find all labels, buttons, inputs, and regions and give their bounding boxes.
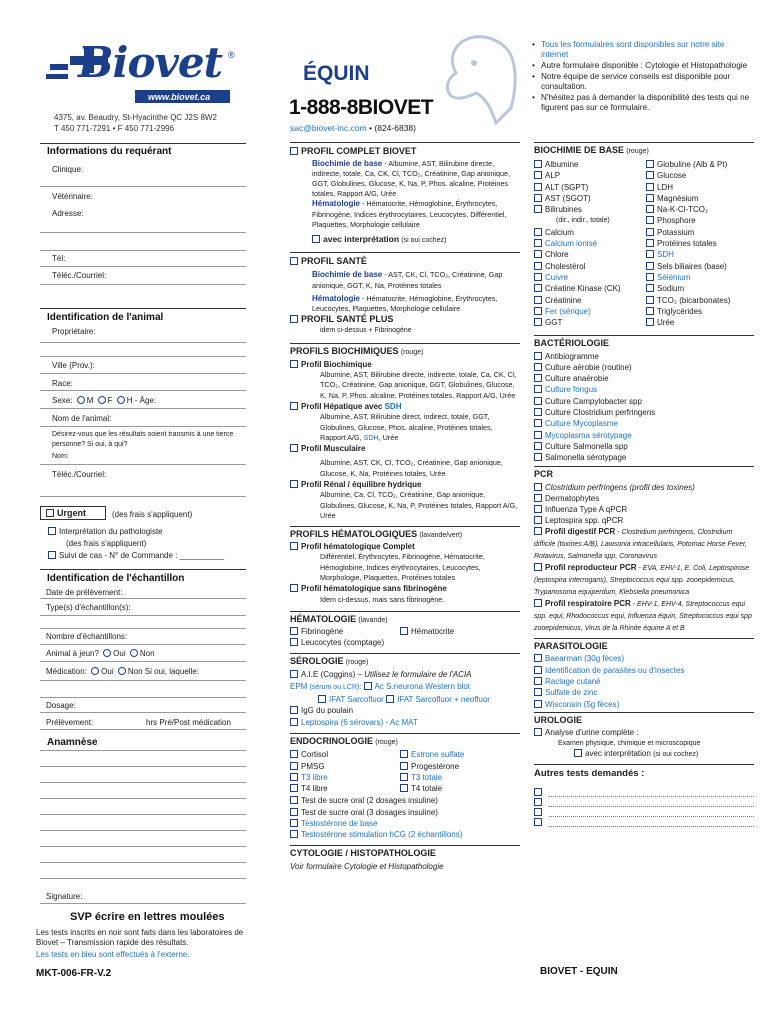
urgent-checkbox[interactable] [46, 509, 54, 517]
other-test-line[interactable] [549, 817, 754, 827]
sex-h-radio[interactable] [117, 396, 125, 404]
breed-label: Race: [52, 379, 73, 388]
fasting-oui-radio[interactable] [103, 649, 111, 657]
sodium-checkbox[interactable] [646, 284, 654, 292]
contact-line [290, 123, 416, 133]
black-tests-note: Les tests inscrits en noir sont faits dans les laboratoires de Biovet – Transmission rapide des résultats. [36, 928, 244, 947]
species-title: ÉQUIN [303, 62, 370, 85]
interpretation-note: (des frais s'appliquent) [66, 539, 147, 548]
other-test-line[interactable] [549, 787, 754, 797]
selenium-checkbox[interactable] [646, 273, 654, 281]
culture-fongus-checkbox[interactable] [534, 385, 542, 393]
right-column: BIOCHIMIE DE BASE (rouge) Albumine ALP ALT (SGPT) AST (SGOT) Bilirubines (dir., indir., totale) Calcium Calcium ionisé Chlore Cholestérol Cuivre Créatine Kinase (CK) Créatinine Fer (sérique) GGT Globuline (Alb & Pt) Glucose LDH Magnésium Na-K-Cl-TCO₂ Phosphore Potassium Protéines totales SDH Sels biliaires (base) Sélénium Sodium TCO₂ (bicarbonates) Triglycérides Urée BACTÉRIOLOGIE Antibiogramme Culture aérobie (routine) Culture anaérobie Culture fongus Culture Campylobacter spp Culture Clostridium perfringens Culture Mycoplasme Mycoplasma sérotypage Culture Salmonella spp Salmonella sérotypage PCR Clostridium perfringens (profil des toxines) Dermatophytes Influenza Type A qPCR Leptospira spp. qPCR Profil digestif PCR - Clostridium perfringens, Clostridium difficile (toxines A/B), Lawsonia intracellularis, Potomac Horse Fever, Rotavirus, Salmonella spp, Coronavirus Profil reproducteur PCR - EVA, EHV-1, E. Coli, Leptospirose (leptospira interrogans), Streptococcus equi spp. zooepidemicus, Trypanosoma equiperdum, Klebsiella pneumonica Profil respiratoire PCR - EHV-1, EHV-4, Streptococcus equi spp. equi, Rhodococcus equi, Influenza équin, Streptococcus equi spp zooepidemicus, Virus de la Rhinite équine A et B PARASITOLOGIE Baearman (30g fèces) Identification de parasites ou d'insectes Raclage cutané Sulfate de zinc Wisconsin (5g fèces) UROLOGIE Analyse d'urine complète : Examen physique, chimique et microscopique avec interprétation (si oui cochez) Autres tests demandés : [534, 142, 754, 827]
phone-number: 1-888-8BIOVET [289, 96, 434, 119]
animal-heading: Identification de l'animal [47, 312, 164, 323]
alp-checkbox[interactable] [534, 171, 542, 179]
results-question: Désirez-vous que les résultats soient transmis à une tierce personne? Si oui, à qui? [52, 431, 234, 448]
interpretation-row: Interprétation du pathologiste [48, 526, 163, 537]
hema-complet-checkbox[interactable] [290, 542, 298, 550]
third-party-name: Nom: [52, 453, 69, 460]
alt-phone: (824-6838) [374, 123, 416, 133]
bilirubines-checkbox[interactable] [534, 205, 542, 213]
collection-hrs: hrs Pré/Post médication [146, 718, 231, 727]
brand-address: 4375, av. Beaudry, St-Hyacinthe QC J2S 8W2 [54, 113, 217, 122]
profil-biochimique-checkbox[interactable] [290, 360, 298, 368]
salmonella-culture-checkbox[interactable] [534, 442, 542, 450]
followup-checkbox[interactable] [48, 551, 56, 559]
antibiogramme-checkbox[interactable] [534, 352, 542, 360]
other-test-line[interactable] [549, 807, 754, 817]
lepto-mat-checkbox[interactable] [290, 718, 298, 726]
brand-phone-fax: T 450 771-7291 • F 450 771-2996 [54, 124, 175, 133]
notes-list [532, 40, 752, 113]
med-non-radio[interactable] [118, 667, 126, 675]
alt-checkbox[interactable] [534, 183, 542, 191]
types-label: Type(s) d'échantillon(s): [46, 603, 131, 612]
email[interactable]: sac@biovet-inc.com [290, 123, 367, 133]
city-label: Ville (Prov.): [52, 361, 95, 370]
ck-checkbox[interactable] [534, 284, 542, 292]
testo-hcg-checkbox[interactable] [290, 830, 298, 838]
collection-label: Prélèvement: [46, 718, 94, 727]
pmsg-checkbox[interactable] [290, 762, 298, 770]
sulfate-zinc-checkbox[interactable] [534, 688, 542, 696]
t3-totale-checkbox[interactable] [400, 773, 408, 781]
note-item: • Autre formulaire disponible : Cytologie et Histopathologie [532, 61, 748, 70]
influenza-checkbox[interactable] [534, 505, 542, 513]
proteines-checkbox[interactable] [646, 239, 654, 247]
progesterone-checkbox[interactable] [400, 762, 408, 770]
animal-fax-label: Téléc./Courriel: [52, 470, 107, 479]
note-item: • Notre équipe de service conseils est disponible pour consultation. [532, 72, 731, 91]
complet-interp-checkbox[interactable] [312, 235, 320, 243]
tel-label: Tél: [52, 254, 66, 263]
baearman-checkbox[interactable] [534, 654, 542, 662]
note-item: • N'hésitez pas à demander la disponibilité des tests qui ne figurent pas sur ce formulaire. [532, 93, 750, 112]
profil-musculaire-checkbox[interactable] [290, 444, 298, 452]
creatinine-checkbox[interactable] [534, 296, 542, 304]
chlore-checkbox[interactable] [534, 250, 542, 258]
campylobacter-checkbox[interactable] [534, 397, 542, 405]
resp-pcr-checkbox[interactable] [534, 599, 542, 607]
middle-column: PROFIL COMPLET BIOVET Biochimie de base - Albumine, AST, Bilirubine directe, indirecte, totale, Ca, CK, Cl, TCO₂, Créatinine, Gap anionique, GGT, Globulines, Glucose, K, Na, P, Phos. alcaline, Protéines totales, Rapport A/G, Urée Hématologie - Hématocrite, Hémoglobine, Érythrocytes, Fibrinogène, Indices érythrocytaires, Leucocytes, Différentiel, Plaquettes, Morphologie cellulaire avec interprétation (si oui cochez) PROFIL SANTÉ Biochimie de base - AST, CK, Cl, TCO₂, Créatinine, Gap anionique, GGT, K, Na, Protéines totales Hématologie - Hématocrite, Hémoglobine, Érythrocytes, Leucocytes, Plaquettes, Morphologie cellulaire PROFIL SANTÉ PLUS idem ci-dessus + Fibrinogène PROFILS BIOCHIMIQUES (rouge) Profil Biochimique Albumine, AST, Bilirubine directe, indirecte, totale, Ca, CK, Cl, TCO₂, Créatinine, Gap anionique, GGT, Globulines, Glucose, K, Na, P, Phos. alcaline, Protéines totales, Rapport A/G, Urée Profil Hépatique avec SDH Albumine, AST, Bilirubine direct, indirect, totale, GGT, Globulines, Glucose, Phos. alcaline, Protéines totales, Rapport A/G, SDH, Urée Profil Musculaire Albumine, AST, CK, Cl, TCO₂, Créatinine, Gap anionique, Glucose, K, Na, Protéines totales, Urée Profil Rénal / équilibre hydrique Albumine, Ca, Cl, TCO₂, Créatinine, Gap anionique, Globulines, Glucose, K, Na, P, Protéines totales, Rapport A/G, Urée PROFILS HÉMATOLOGIQUES (lavande/vert) Profil hématologique Complet Différentiel, Érythrocytes, Fibrinogène, Hématocrite, Hémoglobine, Indices érythrocytaires, Leucocytes, Morphologie, Plaquettes, Protéines totales Profil hématologique sans fibrinogène Idem ci-dessus, mais sans fibrinogène. HÉMATOLOGIE (lavande) Fibrinogène Hématocrite Leucocytes (comptage) SÉROLOGIE (rouge) A.I.E (Coggins) – Utilisez le formulaire de l'ACIA EPM (sérum ou LCR): Ac S.neurona Western blot IFAT Sarcofluor IFAT Sarcofluor + neofluor IgG du poulain Leptospira (6 sérovars) - Ac MAT ENDOCRINOLOGIE (rouge) Cortisol PMSG T3 libre T4 libre Estrone sulfate Progestérone T3 totale T4 totale Test de sucre oral (2 dosages insuline) Test de sucre oral (3 dosages insuline) Testostérone de base Testostérone stimulation hCG (2 échantillons) CYTOLOGIE / HISTOPATHOLOGIE Voir formulaire Cytologie et Histopathologie [290, 142, 520, 872]
wisconsin-checkbox[interactable] [534, 700, 542, 708]
calcium-checkbox[interactable] [534, 228, 542, 236]
anamnesis-heading: Anamnèse [47, 737, 98, 748]
other-test-row [534, 817, 754, 827]
sex-m-radio[interactable] [77, 396, 85, 404]
raclage-checkbox[interactable] [534, 677, 542, 685]
profil-complet-title: PROFIL COMPLET BIOVET [301, 146, 417, 156]
hema-sans-fibrino-checkbox[interactable] [290, 584, 298, 592]
fasting-row: Animal à jeun? Oui Non [46, 649, 155, 658]
other-test-checkbox[interactable] [534, 808, 542, 816]
globuline-checkbox[interactable] [646, 160, 654, 168]
date-label: Date de prélèvement: [46, 588, 123, 597]
id-parasites-checkbox[interactable] [534, 666, 542, 674]
profil-sante-checkbox[interactable] [290, 257, 298, 265]
nakcl-checkbox[interactable] [646, 205, 654, 213]
clinic-label: Clinique: [52, 165, 84, 174]
other-test-row [534, 797, 754, 807]
repro-pcr-checkbox[interactable] [534, 563, 542, 571]
triglycerides-checkbox[interactable] [646, 307, 654, 315]
t4-libre-checkbox[interactable] [290, 784, 298, 792]
t3-libre-checkbox[interactable] [290, 773, 298, 781]
culture-aerobie-checkbox[interactable] [534, 363, 542, 371]
footer-right: BIOVET - EQUIN [540, 966, 618, 977]
t4-totale-checkbox[interactable] [400, 784, 408, 792]
sample-heading: Identification de l'échantillon [47, 573, 185, 584]
vet-label: Vétérinaire: [52, 192, 93, 201]
mycoplasme-checkbox[interactable] [534, 419, 542, 427]
other-test-checkbox[interactable] [534, 798, 542, 806]
phosphore-checkbox[interactable] [646, 216, 654, 224]
calcium-ionise-checkbox[interactable] [534, 239, 542, 247]
albumine-checkbox[interactable] [534, 160, 542, 168]
cuivre-checkbox[interactable] [534, 273, 542, 281]
cholesterol-checkbox[interactable] [534, 262, 542, 270]
sucre-3-checkbox[interactable] [290, 808, 298, 816]
urgent-note: (des frais s'appliquent) [112, 510, 193, 519]
sucre-2-checkbox[interactable] [290, 796, 298, 804]
count-label: Nombre d'échantillons: [46, 632, 128, 641]
registered-mark: ® [228, 50, 235, 60]
write-instruction: SVP écrire en lettres moulées [70, 911, 225, 923]
digestif-pcr-checkbox[interactable] [534, 527, 542, 535]
urgent-row: Urgent [46, 508, 86, 518]
profil-hepatique-checkbox[interactable] [290, 402, 298, 410]
sdh-checkbox[interactable] [646, 250, 654, 258]
sn-western-checkbox[interactable] [364, 682, 372, 690]
horse-icon [436, 28, 526, 133]
aie-checkbox[interactable] [290, 670, 298, 678]
mycoplasma-sero-checkbox[interactable] [534, 431, 542, 439]
dosage-label: Dosage: [46, 701, 76, 710]
address-label: Adresse: [52, 209, 84, 218]
uree-checkbox[interactable] [646, 318, 654, 326]
salmonella-sero-checkbox[interactable] [534, 453, 542, 461]
potassium-checkbox[interactable] [646, 228, 654, 236]
other-test-checkbox[interactable] [534, 788, 542, 796]
dermatophytes-checkbox[interactable] [534, 494, 542, 502]
interpretation-checkbox[interactable] [48, 527, 56, 535]
tco2-checkbox[interactable] [646, 296, 654, 304]
other-test-row [534, 787, 754, 797]
followup-row: Suivi de cas - N° de Commande : __________ [48, 550, 224, 561]
animal-name-label: Nom de l'animal: [52, 414, 112, 423]
magnesium-checkbox[interactable] [646, 194, 654, 202]
sex-row: Sexe: M F H - Âge: [52, 396, 157, 405]
fer-checkbox[interactable] [534, 307, 542, 315]
sels-biliaires-checkbox[interactable] [646, 262, 654, 270]
blue-tests-note: Les tests en bleu sont effectués à l'externe. [36, 950, 190, 959]
fibrinogene-checkbox[interactable] [290, 627, 298, 635]
ldh-checkbox[interactable] [646, 183, 654, 191]
leptospira-pcr-checkbox[interactable] [534, 516, 542, 524]
ggt-checkbox[interactable] [534, 318, 542, 326]
fax-label: Téléc./Courriel: [52, 271, 107, 280]
cp-toxines-checkbox[interactable] [534, 483, 542, 491]
glucose-checkbox[interactable] [646, 171, 654, 179]
leucocytes-checkbox[interactable] [290, 638, 298, 646]
fasting-non-radio[interactable] [130, 649, 138, 657]
requester-heading: Informations du requérant [47, 146, 172, 157]
owner-label: Propriétaire: [52, 327, 96, 336]
estrone-checkbox[interactable] [400, 750, 408, 758]
med-oui-radio[interactable] [91, 667, 99, 675]
igg-checkbox[interactable] [290, 706, 298, 714]
other-test-line[interactable] [549, 797, 754, 807]
ifat1-checkbox[interactable] [318, 695, 326, 703]
culture-anaerobie-checkbox[interactable] [534, 374, 542, 382]
ast-checkbox[interactable] [534, 194, 542, 202]
email-separator: • [369, 123, 373, 133]
urine-interp-checkbox[interactable] [574, 749, 582, 757]
signature-label: Signature: [46, 892, 83, 901]
profil-renal-checkbox[interactable] [290, 480, 298, 488]
form-code: MKT-006-FR-V.2 [36, 968, 112, 979]
urine-checkbox[interactable] [534, 728, 542, 736]
profil-sante-plus-checkbox[interactable] [290, 315, 298, 323]
other-test-checkbox[interactable] [534, 818, 542, 826]
ifat2-checkbox[interactable] [386, 695, 394, 703]
hematocrite-checkbox[interactable] [400, 627, 408, 635]
clostridium-checkbox[interactable] [534, 408, 542, 416]
medication-row: Médication: Oui Non Si oui, laquelle: [46, 667, 199, 676]
cortisol-checkbox[interactable] [290, 750, 298, 758]
other-test-row [534, 807, 754, 817]
testo-base-checkbox[interactable] [290, 819, 298, 827]
note-item: • Tous les formulaires sont disponibles sur notre site internet [532, 40, 725, 59]
brand-web: www.biovet.ca [148, 92, 211, 102]
sex-f-radio[interactable] [98, 396, 106, 404]
profil-complet-checkbox[interactable] [290, 147, 298, 155]
brand-name: Biovet [78, 38, 222, 87]
